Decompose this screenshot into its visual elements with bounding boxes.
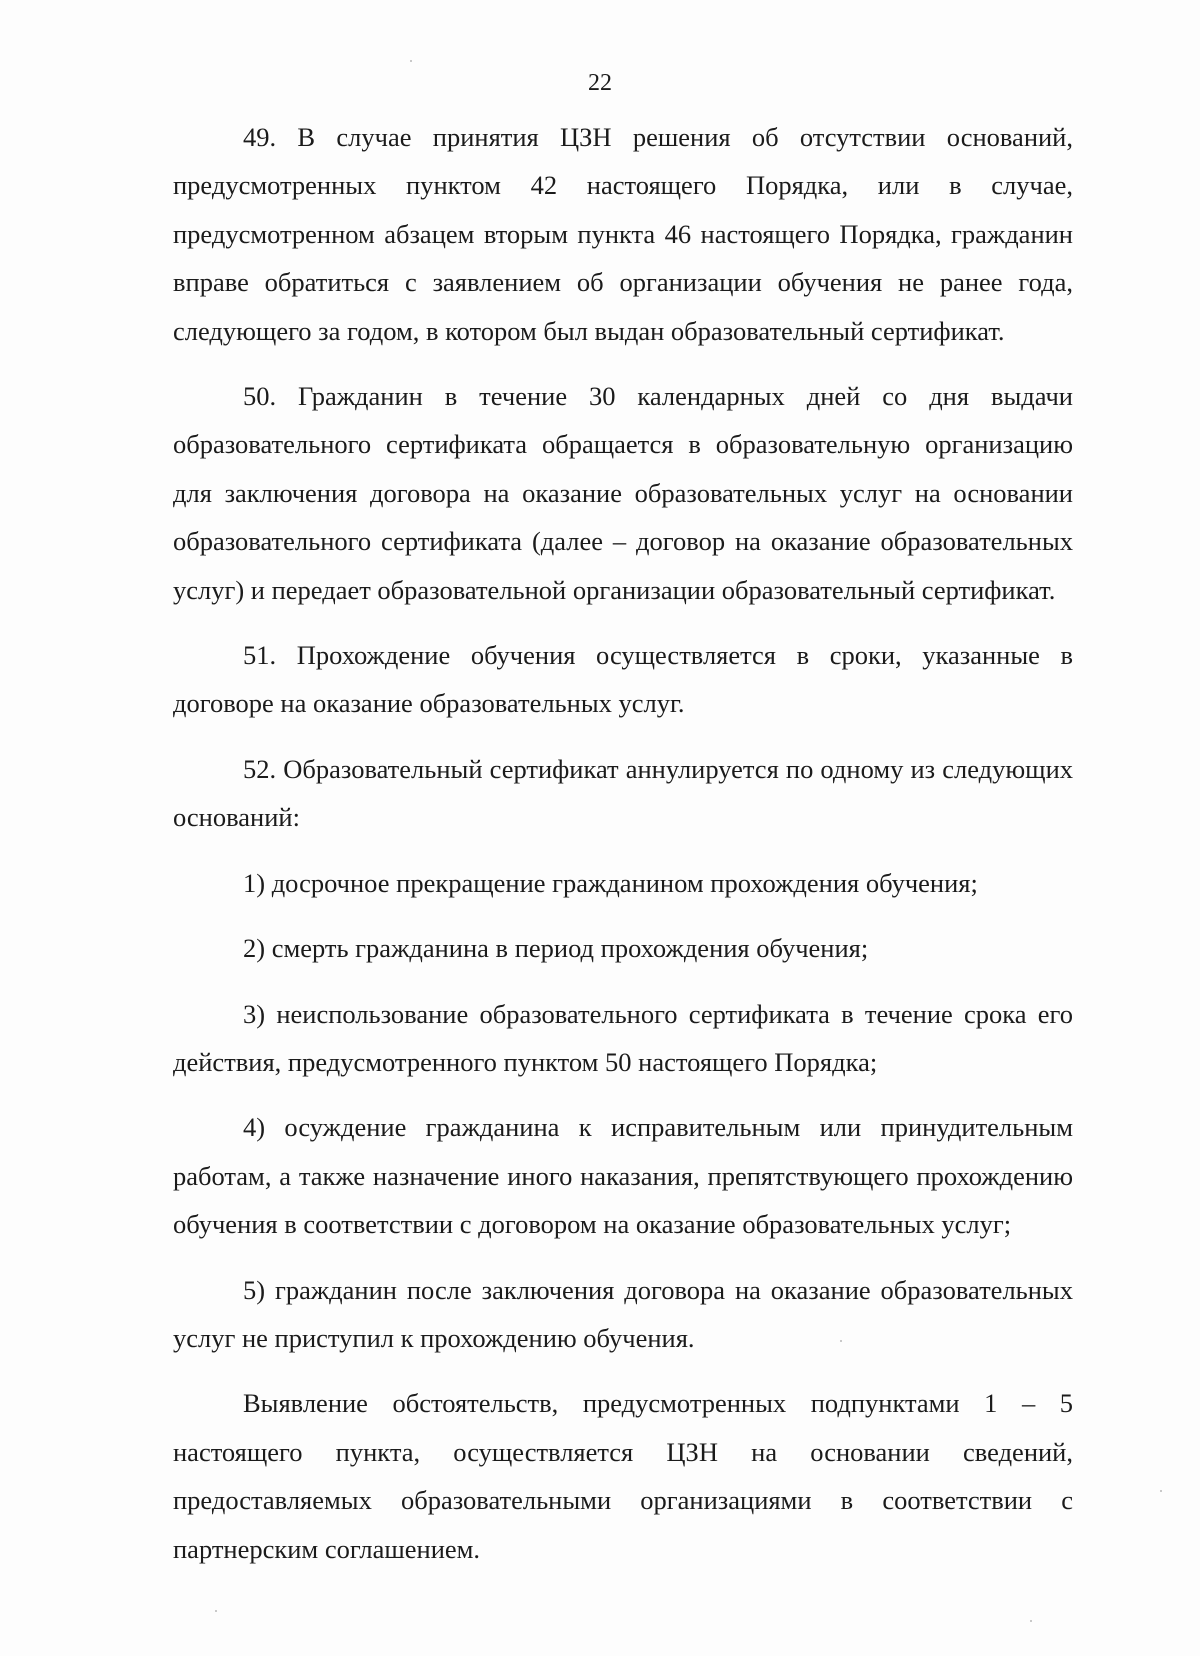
scan-speck — [1160, 1490, 1162, 1492]
scan-speck — [410, 60, 412, 62]
paragraph-52: 52. Образовательный сертификат аннулируется по одному из следующих оснований: — [173, 753, 1073, 833]
page-number: 22 — [588, 70, 612, 96]
cancellation-grounds-list — [173, 859, 1073, 1363]
paragraph-51: 51. Прохождение обучения осуществляется в сроки, указанные в договоре на оказание образовательных услуг. — [173, 640, 1073, 719]
list-item: 1) досрочное прекращение гражданином прохождения обучения; — [243, 867, 978, 898]
list-item: 5) гражданин после заключения договора на оказание образовательных услуг не приступил к прохождению обучения. — [173, 1274, 1073, 1353]
list-item: 2) смерть гражданина в период прохождения обучения; — [243, 933, 869, 964]
scan-speck — [1030, 1620, 1032, 1622]
scan-speck — [215, 1610, 217, 1612]
document-body — [173, 113, 1073, 1573]
closing-paragraph: Выявление обстоятельств, предусмотренных подпунктами 1 – 5 настоящего пункта, осуществляется ЦЗН на основании сведений, предоставляемых образовательными организациями в соответствии с партнерским соглашением. — [173, 1388, 1073, 1564]
list-item: 4) осуждение гражданина к исправительным или принудительным работам, а также назначение иного наказания, препятствующего прохождению обучения в соответствии с договором на оказание образовательных услуг; — [173, 1112, 1073, 1240]
paragraph-50: 50. Гражданин в течение 30 календарных дней со дня выдачи образовательного сертификата обращается в образовательную организацию для заключения договора на оказание образовательных услуг на основании образовательного сертификата (далее – договор на оказание образовательных услуг) и передает образовательной организации образовательный сертификат. — [173, 381, 1073, 605]
scan-speck — [840, 1340, 842, 1342]
list-item: 3) неиспользование образовательного сертификата в течение срока его действия, предусмотренного пунктом 50 настоящего Порядка; — [173, 998, 1073, 1077]
paragraph-49: 49. В случае принятия ЦЗН решения об отсутствии оснований, предусмотренных пунктом 42 настоящего Порядка, или в случае, предусмотренном абзацем вторым пункта 46 настоящего Порядка, гражданин вправе обратиться с заявлением об организации обучения не ранее года, следующего за годом, в котором был выдан образовательный сертификат. — [173, 122, 1073, 346]
